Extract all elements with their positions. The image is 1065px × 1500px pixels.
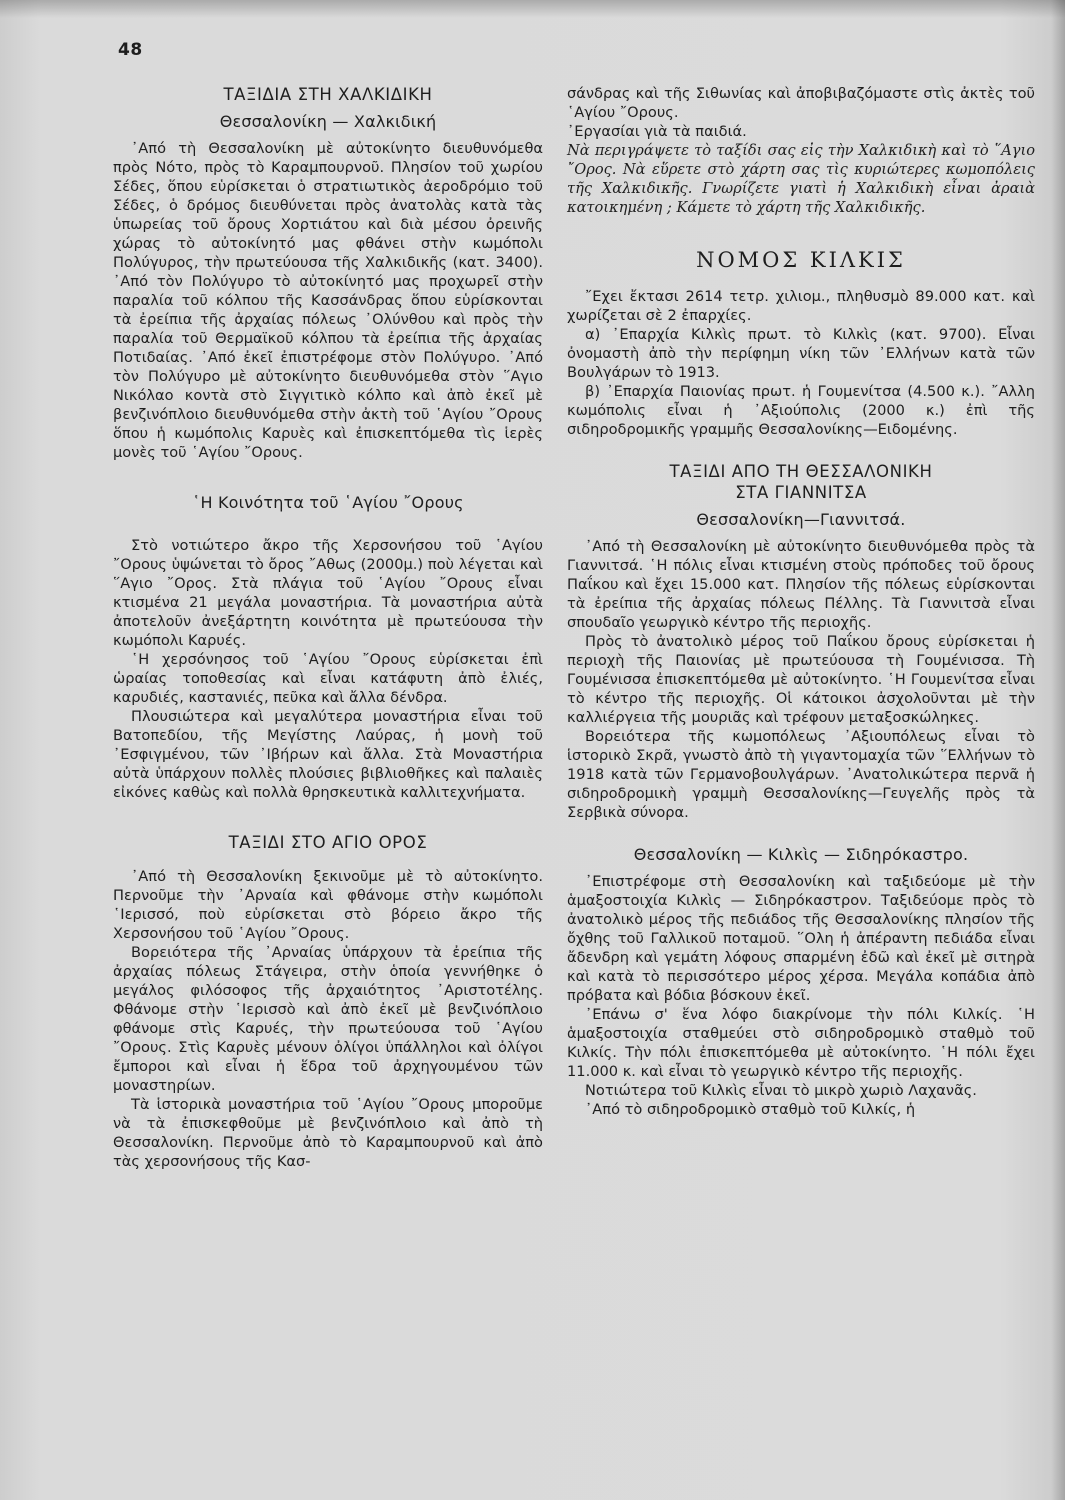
paragraph-athos-nature: ῾Η χερσόνησος τοῦ ῾Αγίου ῎Ορους εὑρίσκεται ἐπὶ ὡραίας τοποθεσίας καὶ εἶναι κατάφυτη ἀπὸ ἐλιές, καρυδιές, καστανιές, πεῦκα καὶ ἄλλα δένδρα. [113, 651, 543, 706]
kids-exercises-label: ᾿Εργασίαι γιὰ τὰ παιδιά. [567, 123, 747, 140]
section-heading-nomos-kilkis: ΝΟΜΟΣ ΚΙΛΚΙΣ [696, 248, 906, 272]
scan-shadow-top [0, 0, 1065, 18]
page-number: 48 [118, 40, 143, 60]
kids-exercises-text: Νὰ περιγράψετε τὸ ταξίδι σας εἰς τὴν Χαλκιδικὴ καὶ τὸ ῞Αγιο ῎Ορος. Νὰ εὕρετε στὸ χάρτη σας τὶς κυριώτερες κωμοπόλεις τῆς Χαλκιδικῆς. Γνωρίζετε γιατὶ ἡ Χαλκιδικὴ εἶναι ἀραιὰ κατοικημένη ; Κάμετε τὸ χάρτη τῆς Χαλκιδικῆς. [567, 142, 1035, 216]
paragraph-chalkidiki-trip: ᾿Από τὴ Θεσσαλονίκη μὲ αὐτοκίνητο διευθυνόμεθα πρὸς Νότο, πρὸς τὸ Καραμπουρνοῦ. Πλησίον τοῦ χωρίου Σέδες, ὅπου εὑρίσκεται ὁ στρατιωτικὸς ἀεροδρόμιο τοῦ Σέδες, ὁ δρόμος διευθύνεται πρὸς ἀνατολὰς κατὰ τὰς ὑπωρείας τοῦ ὄρους Χορτιάτου καὶ διὰ μέσου ὀρεινῆς χώρας τὸ αὐτοκίνητό μας φθάνει στὴν κωμόπολι Πολύγυρος, τὴν πρωτεύουσα τῆς Χαλκιδικῆς (κατ. 3400). ᾿Από τὸν Πολύγυρο τὸ αὐτοκίνητό μας προχωρεῖ στὴν παραλία τοῦ κόλπου τῆς Κασσάνδρας ὅπου εὑρίσκονται τὰ ἐρείπια τῆς ἀρχαίας πόλεως ᾿Ολύνθου καὶ πρὸς τὴν παραλία τοῦ Θερμαϊκοῦ κόλπου τὰ ἐρείπια τῆς ἀρχαίας Ποτιδαίας. ᾿Από ἐκεῖ ἐπιστρέφομε στὸν Πολύγυρο. ᾿Από τὸν Πολύγυρο μὲ αὐτοκίνητο διευθυνόμεθα στὸν ῞Αγιο Νικόλαο κοντὰ στὸ Σιγγιτικὸ κόλπο καὶ ἀπὸ ἐκεῖ μὲ βενζινόπλοιο διευθυνόμεθα στὴν ἀκτὴ τοῦ ῾Αγίου ῎Ορους ὅπου ἡ κωμόπολις Καρυὲς καὶ ἐπισκεπτόμεθα τὶς ἱερὲς μονὲς τοῦ ῾Αγίου ῎Ορους. [113, 140, 543, 461]
paragraph-kilkis-area: ῎Εχει ἔκτασι 2614 τετρ. χιλιομ., πληθυσμὸ 89.000 κατ. καὶ χωρίζεται σὲ 2 ἐπαρχίες. [567, 288, 1035, 324]
left-column [113, 84, 543, 1171]
route-heading-thessaloniki-chalkidiki: Θεσσαλονίκη — Χαλκιδική [219, 112, 437, 131]
paragraph-athos-monasteries: Πλουσιώτερα καὶ μεγαλύτερα μοναστήρια εἶναι τοῦ Βατοπεδίου, τῆς Μεγίστης Λαύρας, ἡ μονὴ τοῦ ᾿Εσφιγμένου, τῶν ᾿Ιβήρων καὶ ἄλλα. Στὰ Μοναστήρια αὐτὰ ὑπάρχουν πολλὲς πλούσιες βιβλιοθῆκες καὶ παλαιὲς εἰκόνες καθὼς καὶ πολλὰ θρησκευτικὰ καλλιτεχνήματα. [113, 708, 543, 801]
paragraph-eparchia-kilkis: α) ᾿Επαρχία Κιλκὶς πρωτ. τὸ Κιλκὶς (κατ. 9700). Εἶναι ὀνομαστὴ ἀπὸ τὴν περίφημη νίκη τῶν ᾿Ελλήνων κατὰ τῶν Βουλγάρων τὸ 1913. [567, 326, 1035, 381]
paragraph-eparchia-paionias: β) ᾿Επαρχία Παιονίας πρωτ. ἡ Γουμενίτσα (4.500 κ.). ῎Αλλη κωμόπολις εἶναι ἡ ᾿Αξιούπολις (2000 κ.) ἐπὶ τῆς σιδηροδρομικῆς γραμμῆς Θεσσαλονίκης—Ειδομένης. [567, 383, 1035, 438]
paragraph-stageira-karyes: Βορειότερα τῆς ᾿Αρναίας ὑπάρχουν τὰ ἐρείπια τῆς ἀρχαίας πόλεως Στάγειρα, στὴν ὁποία γεννήθηκε ὁ μεγάλος φιλόσοφος τῆς ἀρχαιότητος ᾿Αριστοτέλης. Φθάνομε στὴν ῾Ιερισσὸ καὶ ἀπὸ ἐκεῖ μὲ βενζινόπλοιο φθάνομε στὶς Καρυές, τὴν πρωτεύουσα τοῦ ῾Αγίου ῎Ορους. Στὶς Καρυὲς μένουν ὀλίγοι ὑπάλληλοι καὶ ὀλίγοι ἔμποροι καὶ εἶναι ἡ ἕδρα τοῦ ἀρχηγουμένου τῶν μοναστηρίων. [113, 944, 543, 1094]
paragraph-goumenissa: Πρὸς τὸ ἀνατολικὸ μέρος τοῦ Παΐκου ὄρους εὑρίσκεται ἡ περιοχὴ τῆς Παιονίας μὲ πρωτεύουσα τὴ Γουμένισσα. Τὴ Γουμένισσα ἐπισκεπτόμεθα μὲ αὐτοκίνητο. ῾Η Γουμενίτσα εἶναι τὸ κέντρο τῆς περιοχῆς. Οἱ κάτοικοι ἀσχολοῦνται μὲ τὴν καλλιέργεια τῆς μουριᾶς καὶ τρέφουν μεταξοσκώληκες. [567, 633, 1035, 726]
right-column [567, 84, 1035, 1119]
paragraph-historic-monasteries: Τὰ ἱστορικὰ μοναστήρια τοῦ ῾Αγίου ῎Ορους μποροῦμε νὰ τὰ ἐπισκεφθοῦμε μὲ βενζινόπλοιο καὶ ἀπὸ τὴ Θεσσαλονίκη. Περνοῦμε ἀπὸ τὸ Καραμπουρνοῦ καὶ ἀπὸ τὰς χερσονήσους τῆς Κασ- [113, 1096, 543, 1170]
section-heading-trip-agion-oros: ΤΑΞΙΔΙ ΣΤΟ ΑΓΙΟ ΟΡΟΣ [228, 833, 428, 852]
paragraph-giannitsa: ᾿Από τὴ Θεσσαλονίκη μὲ αὐτοκίνητο διευθυνόμεθα πρὸς τὰ Γιαννιτσά. ῾Η πόλις εἶναι κτισμένη στοὺς πρόποδες τοῦ ὄρους Παΐκου καὶ ἔχει 15.000 κατ. Πλησίον τῆς πόλεως εὑρίσκονται τὰ ἐρείπια τῆς ἀρχαίας πόλεως Πέλλης. Τὰ Γιαννιτσὰ εἶναι σπουδαῖο γεωργικὸ κέντρο τῆς περιοχῆς. [567, 538, 1035, 631]
route-heading-kilkis-sidirokastro: Θεσσαλονίκη — Κιλκὶς — Σιδηρόκαστρο. [633, 845, 969, 864]
paragraph-kilkis-city: ᾿Επάνω σ' ἕνα λόφο διακρίνομε τὴν πόλι Κιλκίς. ῾Η ἁμαξοστοιχία σταθμεύει στὸ σιδηροδρομικὸ σταθμὸ τοῦ Κιλκίς. Τὴν πόλι ἐπισκεπτόμεθα μὲ αὐτοκίνητο. ῾Η πόλι ἔχει 11.000 κ. καὶ εἶναι τὸ γεωργικὸ κέντρο τῆς περιοχῆς. [567, 1006, 1035, 1080]
section-heading-giannitsa-line2: ΣΤΑ ΓΙΑΝΝΙΤΣΑ [735, 483, 867, 502]
paragraph-continuation: σάνδρας καὶ τῆς Σιθωνίας καὶ ἀποβιβαζόμαστε στὶς ἀκτὲς τοῦ ῾Αγίου ῎Ορους. [567, 85, 1035, 121]
paragraph-station: ᾿Από τὸ σιδηροδρομικὸ σταθμὸ τοῦ Κιλκίς, ἡ [585, 1101, 916, 1118]
section-heading-agion-oros-community: ῾Η Κοινότητα τοῦ ῾Αγίου ῎Ορους [192, 493, 464, 512]
scan-shadow-right [1051, 0, 1065, 1500]
paragraph-skra: Βορειότερα τῆς κωμοπόλεως ᾿Αξιουπόλεως εἶναι τὸ ἱστορικὸ Σκρᾶ, γνωστὸ ἀπὸ τὴ γιγαντομαχία τῶν ῞Ελλήνων τὸ 1918 κατὰ τῶν Γερμανοβουλγάρων. ᾿Ανατολικώτερα περνᾶ ἡ σιδηροδρομικὴ γραμμὴ Θεσσαλονίκης—Γευγελῆς πρὸς τὰ Σερβικὰ σύνορα. [567, 728, 1035, 821]
paragraph-ierissos: ᾿Από τὴ Θεσσαλονίκη ξεκινοῦμε μὲ τὸ αὐτοκίνητο. Περνοῦμε τὴν ᾿Αρναία καὶ φθάνομε στὴν κωμόπολι ῾Ιερισσό, ποὺ εὑρίσκεται στὸ βόρειο ἄκρο τῆς Χερσονήσου τοῦ ῾Αγίου ῎Ορους. [113, 868, 543, 942]
section-heading-chalkidiki: ΤΑΞΙΔΙΑ ΣΤΗ ΧΑΛΚΙΔΙΚΗ [223, 85, 433, 104]
paragraph-athos-mountain: Στὸ νοτιώτερο ἄκρο τῆς Χερσονήσου τοῦ ῾Αγίου ῎Ορους ὑψώνεται τὸ ὄρος ῎Αθως (2000μ.) ποὺ λέγεται καὶ ῞Αγιο ῎Ορος. Στὰ πλάγια τοῦ ῾Αγίου ῎Ορους εἶναι κτισμένα 21 μεγάλα μοναστήρια. Τὰ μοναστήρια αὐτὰ ἀποτελοῦν ἀνεξάρτητη κοινότητα μὲ πρωτεύουσα τὴν κωμόπολι Καρυές. [113, 537, 543, 649]
paragraph-train-kilkis: ᾿Επιστρέφομε στὴ Θεσσαλονίκη καὶ ταξιδεύομε μὲ τὴν ἁμαξοστοιχία Κιλκὶς — Σιδηρόκαστρον. Ταξιδεύομε πρὸς τὸ ἀνατολικὸ μέρος τῆς πεδιάδος τῆς Θεσσαλονίκης πλησίον τῆς ὄχθης τοῦ Γαλλικοῦ ποταμοῦ. ῞Ολη ἡ ἀπέραντη πεδιάδα εἶναι ἄδενδρη καὶ γεμάτη λόφους σπαρμένη ἐδῶ καὶ ἐκεῖ μὲ σιτηρὰ καὶ κατὰ τὸ περισσότερο μέρος χέρσα. Μεγάλα κοπάδια ἀπὸ πρόβατα καὶ βόδια βόσκουν ἐκεῖ. [567, 873, 1035, 1004]
route-heading-thessaloniki-giannitsa: Θεσσαλονίκη—Γιαννιτσά. [696, 510, 906, 529]
paragraph-lachanas: Νοτιώτερα τοῦ Κιλκὶς εἶναι τὸ μικρὸ χωριὸ Λαχανᾶς. [585, 1082, 977, 1099]
section-heading-giannitsa-line1: ΤΑΞΙΔΙ ΑΠΟ ΤΗ ΘΕΣΣΑΛΟΝΙΚΗ [669, 462, 933, 481]
